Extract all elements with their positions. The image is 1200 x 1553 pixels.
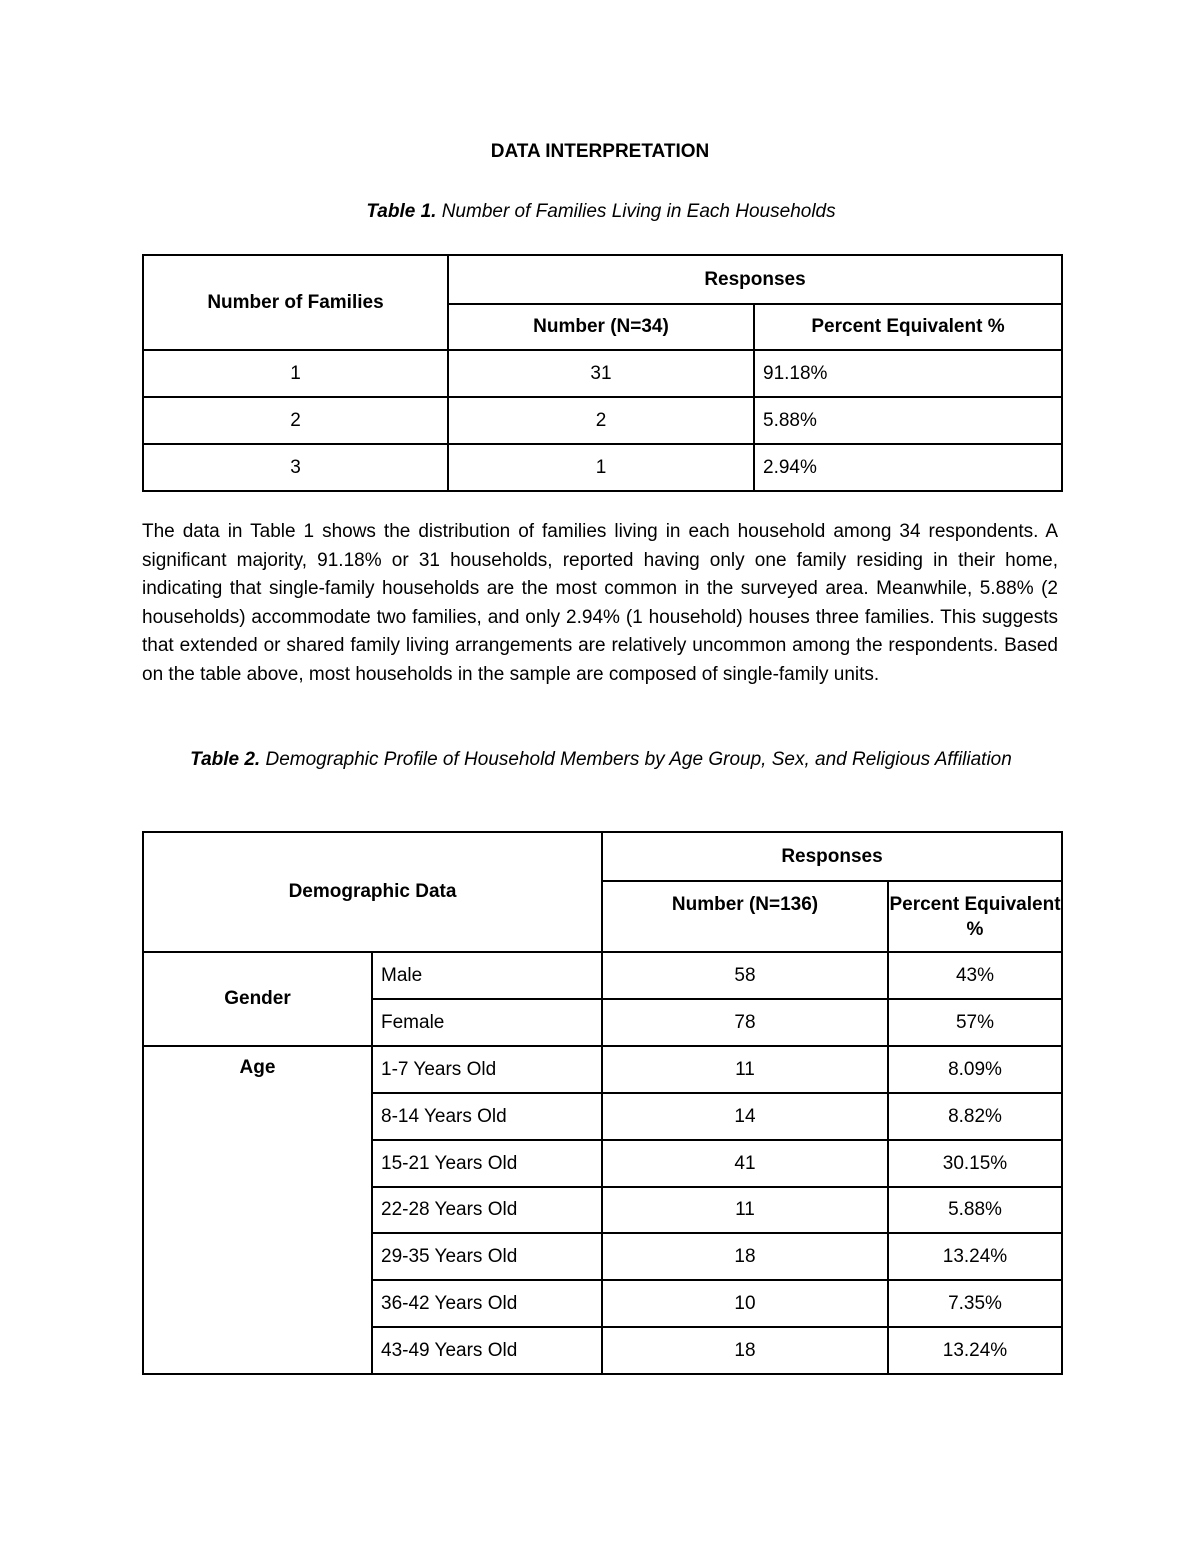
category-cell: Male <box>372 952 602 999</box>
percent-cell: 8.09% <box>888 1046 1062 1093</box>
number-cell: 31 <box>448 350 754 397</box>
category-cell: 43-49 Years Old <box>372 1327 602 1374</box>
category-cell: 1-7 Years Old <box>372 1046 602 1093</box>
table1-header-responses: Responses <box>448 255 1062 304</box>
table2-caption <box>142 746 1060 774</box>
table-row <box>143 444 1062 491</box>
number-cell: 78 <box>602 999 888 1046</box>
table-row <box>143 1046 1062 1093</box>
page-title: DATA INTERPRETATION <box>490 141 710 162</box>
percent-cell: 13.24% <box>888 1233 1062 1280</box>
number-cell: 10 <box>602 1280 888 1327</box>
table2-header-responses: Responses <box>602 832 1062 881</box>
number-cell: 14 <box>602 1093 888 1140</box>
gender-label: Gender <box>143 952 372 1046</box>
families-cell: 2 <box>143 397 448 444</box>
table-row <box>143 397 1062 444</box>
number-cell: 58 <box>602 952 888 999</box>
table2-header-demographic: Demographic Data <box>143 832 602 952</box>
number-cell: 11 <box>602 1187 888 1233</box>
table-row <box>143 350 1062 397</box>
table2-caption-text: Demographic Profile of Household Members by Age Group, Sex, and Religious Affiliation <box>265 749 1012 770</box>
table1-caption-text: Number of Families Living in Each Households <box>441 201 836 222</box>
percent-cell: 30.15% <box>888 1140 1062 1187</box>
percent-cell: 57% <box>888 999 1062 1046</box>
table2-header-percent: Percent Equivalent % <box>888 881 1062 952</box>
percent-cell: 2.94% <box>754 444 1062 491</box>
age-label: Age <box>143 1046 372 1374</box>
percent-cell: 5.88% <box>888 1187 1062 1233</box>
table2-header-number: Number (N=136) <box>602 881 888 952</box>
demographic-table <box>142 831 1063 1375</box>
interpretation-paragraph: The data in Table 1 shows the distribution of families living in each household among 34 respondents. A significant majority, 91.18% or 31 households, reported having only one family residing in their home, indicating that single-family households are the most common in the surveyed area. Meanwhile, 5.88% (2 households) accommodate two families, and only 2.94% (1 household) houses three families. This suggests that extended or shared family living arrangements are relatively uncommon among the respondents. Based on the table above, most households in the sample are composed of single-family units. <box>142 521 1058 685</box>
category-cell: 15-21 Years Old <box>372 1140 602 1187</box>
category-cell: 22-28 Years Old <box>372 1187 602 1233</box>
number-cell: 18 <box>602 1233 888 1280</box>
category-cell: 8-14 Years Old <box>372 1093 602 1140</box>
number-cell: 11 <box>602 1046 888 1093</box>
number-cell: 18 <box>602 1327 888 1374</box>
number-cell: 41 <box>602 1140 888 1187</box>
percent-cell: 7.35% <box>888 1280 1062 1327</box>
families-cell: 1 <box>143 350 448 397</box>
percent-cell: 8.82% <box>888 1093 1062 1140</box>
category-cell: 29-35 Years Old <box>372 1233 602 1280</box>
table1-header-families: Number of Families <box>143 255 448 350</box>
percent-cell: 43% <box>888 952 1062 999</box>
number-cell: 1 <box>448 444 754 491</box>
percent-cell: 5.88% <box>754 397 1062 444</box>
percent-cell: 91.18% <box>754 350 1062 397</box>
table1-caption-label: Table 1. <box>366 201 437 222</box>
category-cell: Female <box>372 999 602 1046</box>
table1-header-number: Number (N=34) <box>448 304 754 350</box>
percent-cell: 13.24% <box>888 1327 1062 1374</box>
table1-header-percent: Percent Equivalent % <box>754 304 1062 350</box>
families-cell: 3 <box>143 444 448 491</box>
families-table <box>142 254 1063 492</box>
table2-caption-label: Table 2. <box>190 749 261 770</box>
number-cell: 2 <box>448 397 754 444</box>
table1-caption <box>142 198 1060 226</box>
table-row <box>143 952 1062 999</box>
category-cell: 36-42 Years Old <box>372 1280 602 1327</box>
